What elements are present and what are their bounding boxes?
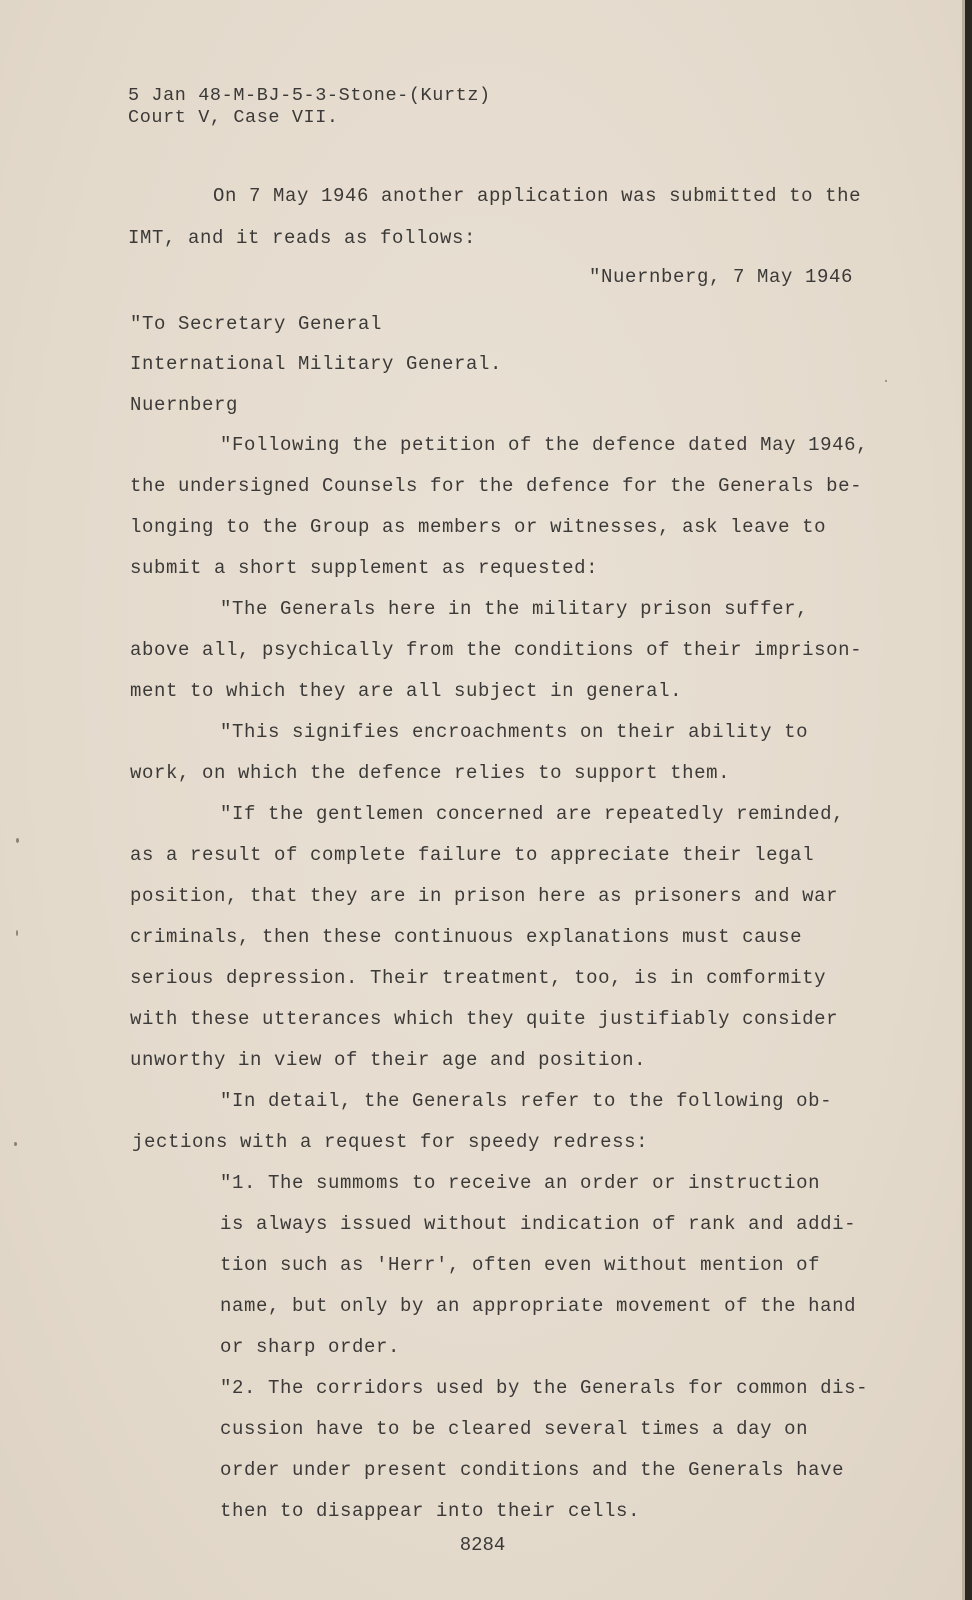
- list-item-line: cussion have to be cleared several times a day on: [220, 1418, 809, 1440]
- text-line: On 7 May 1946 another application was submitted to the: [213, 185, 862, 207]
- list-item-line: order under present conditions and the Generals have: [220, 1459, 845, 1481]
- text-line: longing to the Group as members or witnesses, ask leave to: [130, 516, 827, 538]
- list-item-line: name, but only by an appropriate movement of the hand: [220, 1295, 857, 1317]
- letter-addressee: "To Secretary General: [130, 313, 383, 335]
- paper-speck: [885, 380, 887, 382]
- text-line: "This signifies encroachments on their ability to: [220, 721, 809, 743]
- text-line: position, that they are in prison here as prisoners and war: [130, 885, 839, 907]
- scan-edge: [965, 0, 972, 1600]
- list-item: "2. The corridors used by the Generals for common dis-: [220, 1377, 869, 1399]
- text-line: serious depression. Their treatment, too, is in comformity: [130, 967, 827, 989]
- page-number: 8284: [459, 1534, 506, 1556]
- text-line: above all, psychically from the conditions of their imprison-: [130, 639, 863, 661]
- list-item-line: is always issued without indication of rank and addi-: [220, 1213, 857, 1235]
- text-line: work, on which the defence relies to support them.: [130, 762, 731, 784]
- text-line: unworthy in view of their age and position.: [130, 1049, 647, 1071]
- text-line: submit a short supplement as requested:: [130, 557, 599, 579]
- text-line: as a result of complete failure to appreciate their legal: [130, 844, 815, 866]
- text-line: IMT, and it reads as follows:: [128, 227, 477, 249]
- text-line: jections with a request for speedy redress:: [132, 1131, 649, 1153]
- text-line: "The Generals here in the military prison suffer,: [220, 598, 809, 620]
- text-line: with these utterances which they quite justifiably consider: [130, 1008, 839, 1030]
- text-line: "Following the petition of the defence dated May 1946,: [220, 434, 869, 456]
- header-court-case: Court V, Case VII.: [128, 107, 339, 128]
- paper-speck: [14, 1142, 17, 1146]
- letter-date: "Nuernberg, 7 May 1946: [589, 266, 854, 288]
- list-item: "1. The summoms to receive an order or instruction: [220, 1172, 821, 1194]
- text-line: "If the gentlemen concerned are repeatedly reminded,: [220, 803, 845, 825]
- letter-addressee: Nuernberg: [130, 394, 239, 416]
- text-line: criminals, then these continuous explanations must cause: [130, 926, 803, 948]
- paper-speck: [16, 838, 19, 843]
- header-reference: 5 Jan 48-M-BJ-5-3-Stone-(Kurtz): [128, 85, 491, 106]
- letter-addressee: International Military General.: [130, 353, 503, 375]
- text-line: "In detail, the Generals refer to the following ob-: [220, 1090, 833, 1112]
- text-line: ment to which they are all subject in general.: [130, 680, 683, 702]
- paper-speck: [16, 930, 18, 936]
- list-item-line: or sharp order.: [220, 1336, 401, 1358]
- list-item-line: tion such as 'Herr', often even without mention of: [220, 1254, 821, 1276]
- text-line: the undersigned Counsels for the defence for the Generals be-: [130, 475, 863, 497]
- list-item-line: then to disappear into their cells.: [220, 1500, 641, 1522]
